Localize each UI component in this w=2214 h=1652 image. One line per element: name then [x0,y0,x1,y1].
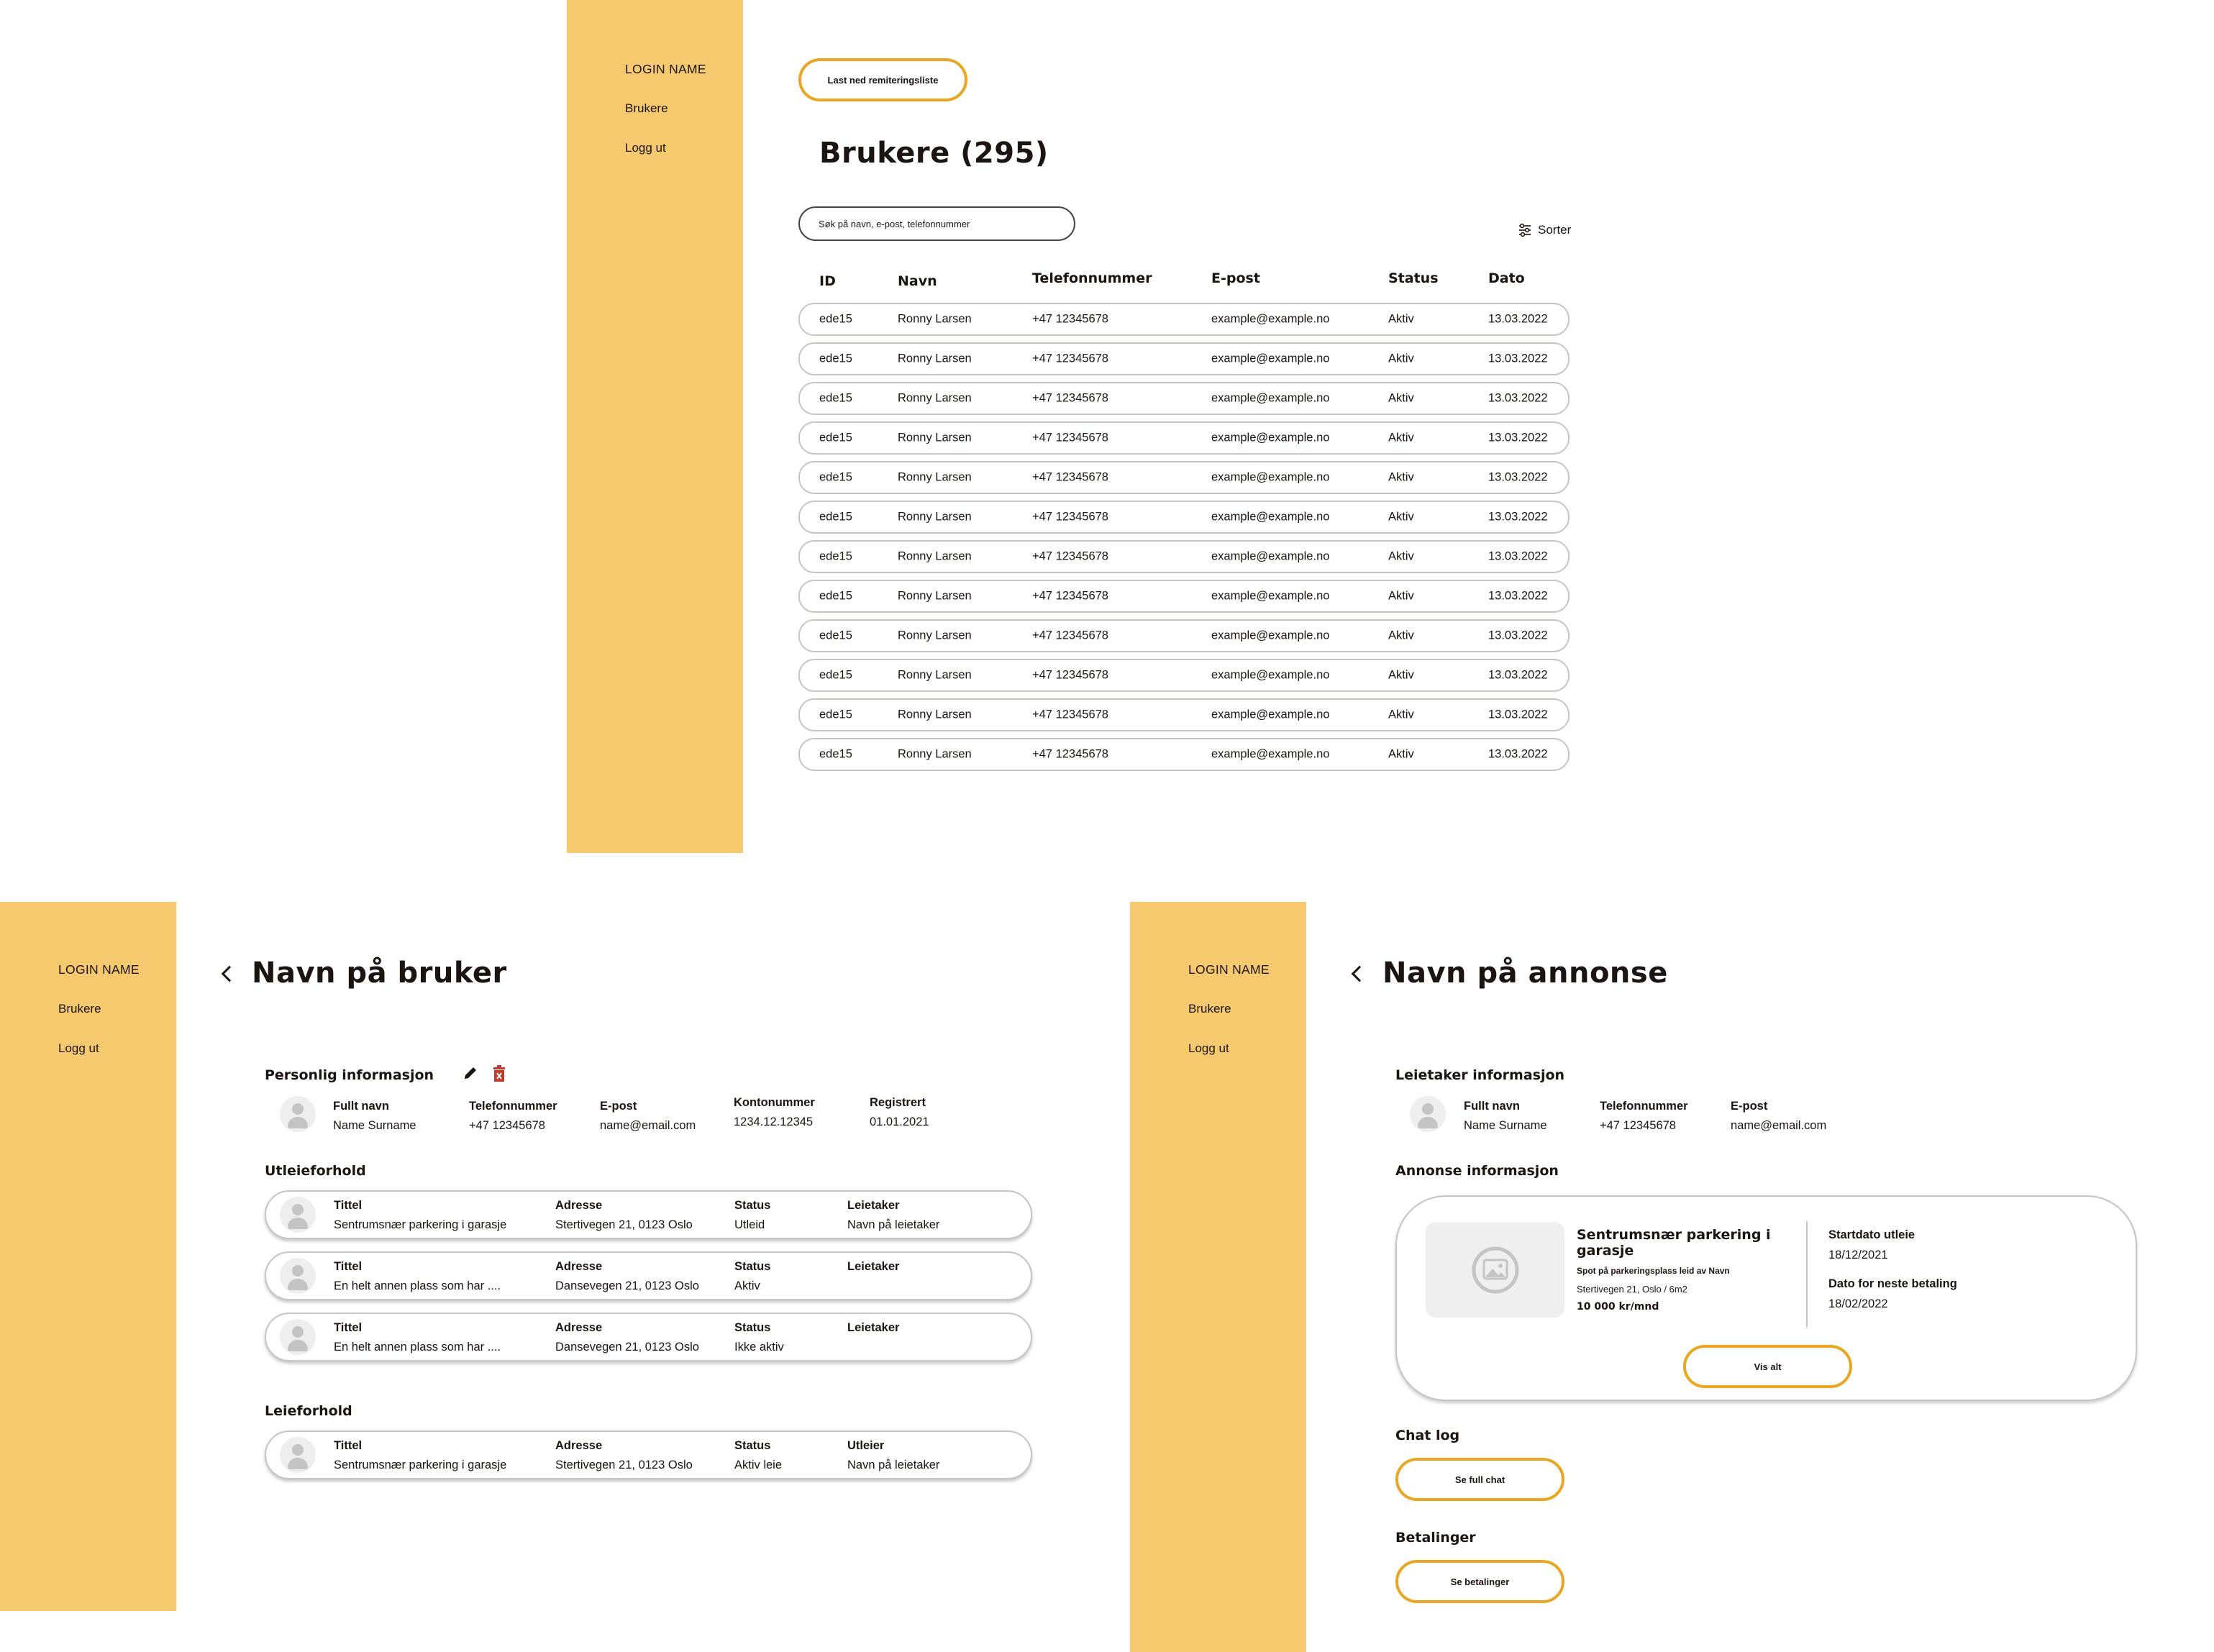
status-value: Aktiv [734,1279,760,1292]
next-payment-value: 18/02/2022 [1828,1297,1888,1310]
chat-log-heading: Chat log [1395,1428,1460,1443]
start-date-value: 18/12/2021 [1828,1249,1888,1261]
list-item[interactable] [265,1430,1032,1479]
cell-name: Ronny Larsen [898,549,972,563]
delete-trash-icon[interactable] [492,1065,506,1082]
cell-email: example@example.no [1211,470,1330,484]
cell-date: 13.03.2022 [1488,352,1548,365]
cell-id: ede15 [819,549,852,563]
title-value: En helt annen plass som har .... [334,1341,501,1354]
landlord-label: Utleier [847,1439,885,1452]
tenant-phone-label: Telefonnummer [1600,1100,1688,1113]
sidebar-login-name[interactable]: LOGIN NAME [1188,962,1270,977]
cell-name: Ronny Larsen [898,668,972,682]
cell-email: example@example.no [1211,747,1330,761]
cell-email: example@example.no [1211,391,1330,405]
see-full-chat-button[interactable]: Se full chat [1395,1458,1564,1501]
full-name-label: Fullt navn [333,1100,389,1113]
status-value: Ikke aktiv [734,1341,784,1354]
cell-email: example@example.no [1211,708,1330,721]
back-arrow-icon[interactable] [1352,966,1368,982]
item-avatar [280,1319,316,1355]
cell-phone: +47 12345678 [1032,589,1108,603]
sidebar-item-logout[interactable]: Logg ut [58,1041,99,1055]
title-label: Tittel [334,1439,363,1452]
title-value: Sentrumsnær parkering i garasje [334,1218,507,1231]
col-header-email[interactable]: E-post [1211,270,1260,286]
search-field[interactable] [798,206,1075,241]
cell-status: Aktiv [1388,312,1414,326]
table-row[interactable] [798,421,1570,455]
cell-date: 13.03.2022 [1488,629,1548,642]
cell-id: ede15 [819,510,852,524]
title-value: En helt annen plass som har .... [334,1279,501,1292]
cell-status: Aktiv [1388,470,1414,484]
cell-id: ede15 [819,352,852,365]
cell-id: ede15 [819,312,852,326]
sort-label: Sorter [1538,223,1572,237]
account-value: 1234.12.12345 [734,1115,814,1128]
cell-date: 13.03.2022 [1488,312,1548,326]
cell-name: Ronny Larsen [898,589,972,603]
address-label: Adresse [555,1439,603,1452]
phone-value: +47 12345678 [469,1119,545,1132]
cell-email: example@example.no [1211,510,1330,524]
col-header-phone[interactable]: Telefonnummer [1032,270,1152,286]
phone-label: Telefonnummer [469,1100,557,1113]
address-value: Dansevegen 21, 0123 Oslo [555,1341,699,1354]
listing-price: 10 000 kr/mnd [1577,1301,1659,1313]
list-item[interactable] [265,1313,1032,1361]
cell-phone: +47 12345678 [1032,747,1108,761]
listing-divider [1806,1221,1808,1328]
cell-status: Aktiv [1388,549,1414,563]
cell-phone: +47 12345678 [1032,431,1108,444]
cell-name: Ronny Larsen [898,708,972,721]
cell-date: 13.03.2022 [1488,510,1548,524]
cell-name: Ronny Larsen [898,352,972,365]
cell-date: 13.03.2022 [1488,549,1548,563]
image-placeholder-icon [1472,1246,1519,1294]
status-label: Status [734,1260,771,1273]
registered-label: Registrert [870,1096,926,1109]
list-item[interactable] [265,1251,1032,1300]
cell-email: example@example.no [1211,668,1330,682]
cell-email: example@example.no [1211,352,1330,365]
cell-phone: +47 12345678 [1032,312,1108,326]
cell-status: Aktiv [1388,708,1414,721]
download-remittance-button[interactable]: Last ned remiteringsliste [798,58,967,101]
cell-id: ede15 [819,708,852,721]
cell-name: Ronny Larsen [898,747,972,761]
cell-phone: +47 12345678 [1032,470,1108,484]
sidebar-login-name[interactable]: LOGIN NAME [625,62,706,76]
start-date-label: Startdato utleie [1828,1228,1915,1241]
cell-status: Aktiv [1388,431,1414,444]
tenant-label: Leietaker [847,1260,900,1273]
email-label: E-post [600,1100,637,1113]
back-arrow-icon[interactable] [222,966,238,982]
cell-date: 13.03.2022 [1488,668,1548,682]
leases-heading: Leieforhold [265,1403,352,1419]
address-label: Adresse [555,1199,603,1212]
sidebar-item-users[interactable]: Brukere [1188,1002,1231,1016]
landlord-value: Navn på leietaker [847,1459,940,1471]
rentals-heading: Utleieforhold [265,1163,366,1179]
address-value: Stertivegen 21, 0123 Oslo [555,1459,693,1471]
cell-id: ede15 [819,470,852,484]
sort-filter-icon [1518,223,1532,237]
address-value: Dansevegen 21, 0123 Oslo [555,1279,699,1292]
cell-id: ede15 [819,668,852,682]
table-row[interactable] [798,738,1570,771]
cell-name: Ronny Larsen [898,629,972,642]
tenant-full-name-value: Name Surname [1464,1119,1547,1132]
cell-id: ede15 [819,629,852,642]
tenant-label: Leietaker [847,1199,900,1212]
cell-date: 13.03.2022 [1488,589,1548,603]
page-title-listing: Navn på annonse [1382,957,1668,990]
cell-phone: +47 12345678 [1032,352,1108,365]
tenant-avatar [1410,1096,1446,1132]
cell-date: 13.03.2022 [1488,747,1548,761]
cell-id: ede15 [819,431,852,444]
cell-name: Ronny Larsen [898,391,972,405]
table-row[interactable] [798,382,1570,415]
title-value: Sentrumsnær parkering i garasje [334,1459,507,1471]
table-row[interactable] [798,501,1570,534]
cell-status: Aktiv [1388,629,1414,642]
cell-id: ede15 [819,747,852,761]
cell-email: example@example.no [1211,629,1330,642]
cell-phone: +47 12345678 [1032,668,1108,682]
status-label: Status [734,1199,771,1212]
listing-name: Sentrumsnær parkering i garasje [1577,1227,1771,1259]
personal-info-heading: Personlig informasjon [265,1067,434,1083]
email-value: name@email.com [600,1119,696,1132]
cell-status: Aktiv [1388,352,1414,365]
item-avatar [280,1437,316,1473]
cell-email: example@example.no [1211,589,1330,603]
cell-phone: +47 12345678 [1032,510,1108,524]
cell-email: example@example.no [1211,549,1330,563]
col-header-id[interactable]: ID [819,273,836,289]
tenant-value: Navn på leietaker [847,1218,940,1231]
sidebar-user-detail [0,902,176,1611]
status-value: Utleid [734,1218,765,1231]
table-row[interactable] [798,619,1570,652]
user-avatar [280,1096,316,1132]
cell-phone: +47 12345678 [1032,708,1108,721]
search-input[interactable] [819,219,1074,229]
status-label: Status [734,1321,771,1334]
tenant-email-label: E-post [1731,1100,1768,1113]
cell-date: 13.03.2022 [1488,431,1548,444]
cell-date: 13.03.2022 [1488,708,1548,721]
edit-pencil-icon[interactable] [463,1065,478,1081]
item-avatar [280,1197,316,1233]
tenant-email-value: name@email.com [1731,1119,1827,1132]
cell-email: example@example.no [1211,431,1330,444]
cell-date: 13.03.2022 [1488,391,1548,405]
listing-address: Stertivegen 21, Oslo / 6m2 [1577,1284,1687,1295]
sidebar-item-logout[interactable]: Logg ut [625,141,666,155]
sidebar-listing-detail [1130,902,1306,1652]
cell-status: Aktiv [1388,391,1414,405]
cell-status: Aktiv [1388,668,1414,682]
account-label: Kontonummer [734,1096,815,1109]
cell-name: Ronny Larsen [898,510,972,524]
table-row[interactable] [798,342,1570,375]
col-header-status[interactable]: Status [1388,270,1439,286]
list-item[interactable] [265,1190,1032,1239]
cell-phone: +47 12345678 [1032,629,1108,642]
cell-status: Aktiv [1388,589,1414,603]
table-row[interactable] [798,698,1570,731]
listing-card [1395,1195,2137,1401]
sidebar-item-users[interactable]: Brukere [625,101,668,115]
see-payments-button[interactable]: Se betalinger [1395,1560,1564,1603]
cell-id: ede15 [819,589,852,603]
title-label: Tittel [334,1199,363,1212]
cell-status: Aktiv [1388,747,1414,761]
cell-date: 13.03.2022 [1488,470,1548,484]
sidebar-login-name[interactable]: LOGIN NAME [58,962,140,977]
table-row[interactable] [798,461,1570,494]
title-label: Tittel [334,1321,363,1334]
table-row[interactable] [798,303,1570,336]
page-title-user: Navn på bruker [252,957,507,990]
full-name-value: Name Surname [333,1119,416,1132]
status-label: Status [734,1439,771,1452]
sort-button[interactable] [1518,223,1571,237]
tenant-phone-value: +47 12345678 [1600,1119,1676,1132]
cell-name: Ronny Larsen [898,470,972,484]
address-label: Adresse [555,1260,603,1273]
table-row[interactable] [798,580,1570,613]
address-label: Adresse [555,1321,603,1334]
page-title-users: Brukere (295) [819,137,1049,170]
listing-image-placeholder [1426,1222,1564,1318]
title-label: Tittel [334,1260,363,1273]
sidebar-item-logout[interactable]: Logg ut [1188,1041,1229,1055]
item-avatar [280,1258,316,1294]
listing-info-heading: Annonse informasjon [1395,1163,1559,1179]
cell-status: Aktiv [1388,510,1414,524]
address-value: Stertivegen 21, 0123 Oslo [555,1218,693,1231]
cell-id: ede15 [819,391,852,405]
cell-phone: +47 12345678 [1032,549,1108,563]
tenant-info-heading: Leietaker informasjon [1395,1067,1565,1083]
cell-email: example@example.no [1211,312,1330,326]
tenant-full-name-label: Fullt navn [1464,1100,1520,1113]
listing-subtitle: Spot på parkeringsplass leid av Navn [1577,1266,1730,1276]
cell-phone: +47 12345678 [1032,391,1108,405]
show-all-button[interactable]: Vis alt [1683,1345,1852,1388]
table-row[interactable] [798,659,1570,692]
payments-heading: Betalinger [1395,1530,1476,1546]
cell-name: Ronny Larsen [898,312,972,326]
cell-name: Ronny Larsen [898,431,972,444]
sidebar-item-users[interactable]: Brukere [58,1002,101,1016]
table-row[interactable] [798,540,1570,573]
registered-value: 01.01.2021 [870,1115,929,1128]
next-payment-label: Dato for neste betaling [1828,1277,1957,1290]
col-header-date[interactable]: Dato [1488,270,1525,286]
col-header-name[interactable]: Navn [898,273,937,289]
status-value: Aktiv leie [734,1459,783,1471]
sidebar-users-list [567,0,743,853]
tenant-label: Leietaker [847,1321,900,1334]
